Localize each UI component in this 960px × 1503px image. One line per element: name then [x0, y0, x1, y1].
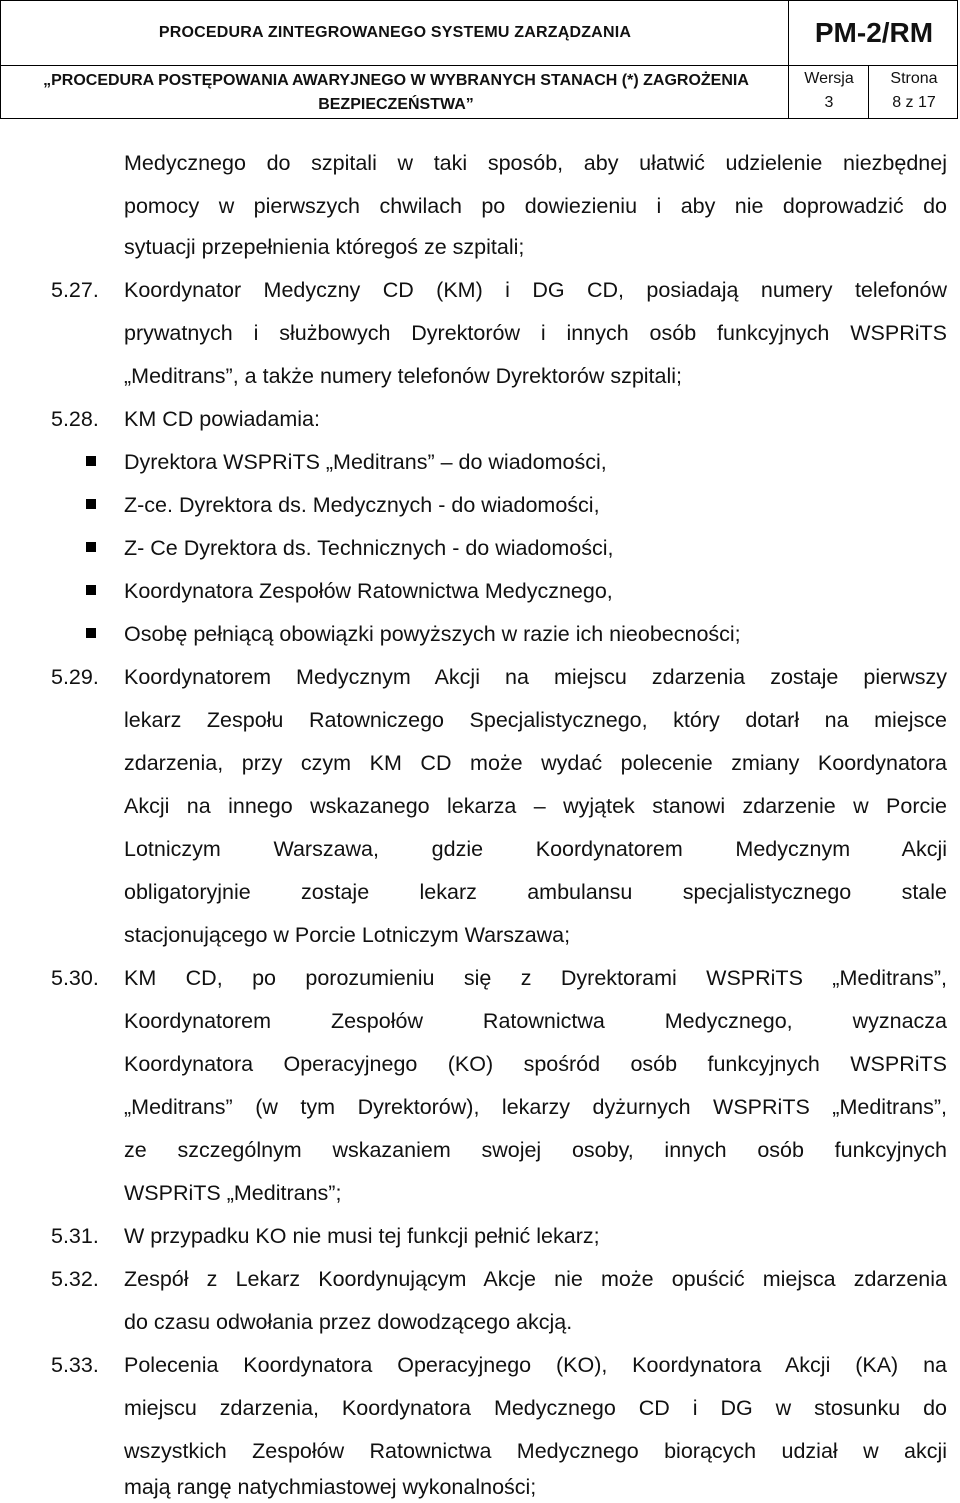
document-code: PM-2/RM — [814, 17, 934, 48]
document-header — [0, 0, 958, 119]
square-bullet-icon — [86, 499, 96, 509]
text-line: KM CD powiadamia: — [124, 407, 320, 431]
procedure-system-title: PROCEDURA ZINTEGROWANEGO SYSTEMU ZARZĄDZANIA — [158, 24, 632, 41]
version-cell — [789, 67, 869, 119]
page-number: 8 z 17 — [892, 94, 936, 111]
text-line: obligatoryjnie zostaje lekarz ambulansu specjalistycznego stale — [124, 880, 947, 904]
square-bullet-icon — [86, 628, 96, 638]
list-item: Osobę pełniącą obowiązki powyższych w razie ich nieobecności; — [124, 622, 741, 646]
paragraph-number: 5.31. — [51, 1224, 99, 1248]
procedure-subtitle-line1: „PROCEDURA POSTĘPOWANIA AWARYJNEGO W WYBRANYCH STANACH (*) ZAGROŻENIA — [43, 72, 749, 89]
list-item: Dyrektora WSPRiTS „Meditrans” – do wiadomości, — [124, 450, 607, 474]
square-bullet-icon — [86, 456, 96, 466]
text-line: miejscu zdarzenia, Koordynatora Medycznego CD i DG w stosunku do — [124, 1396, 947, 1420]
text-line: Polecenia Koordynatora Operacyjnego (KO), Koordynatora Akcji (KA) na — [124, 1353, 947, 1377]
paragraph-number: 5.29. — [51, 665, 99, 689]
text-line: Koordynatora Operacyjnego (KO) spośród osób funkcyjnych WSPRiTS — [124, 1052, 947, 1076]
text-line: Koordynatorem Medycznym Akcji na miejscu zdarzenia zostaje pierwszy — [124, 665, 947, 689]
text-line: WSPRiTS „Meditrans”; — [124, 1181, 342, 1205]
text-line: „Meditrans” (w tym Dyrektorów), lekarzy dyżurnych WSPRiTS „Meditrans”, — [124, 1095, 947, 1119]
text-line: W przypadku KO nie musi tej funkcji pełnić lekarz; — [124, 1224, 600, 1248]
list-item: Z- Ce Dyrektora ds. Technicznych - do wiadomości, — [124, 536, 614, 560]
text-line: zdarzenia, przy czym KM CD może wydać polecenie zmiany Koordynatora — [124, 751, 947, 775]
text-line: ze szczególnym wskazaniem swojej osoby, innych osób funkcyjnych — [124, 1138, 947, 1162]
page-label: Strona — [890, 70, 938, 87]
text-line: wszystkich Zespołów Ratownictwa Medycznego biorących udział w akcji — [124, 1439, 947, 1463]
text-line: KM CD, po porozumieniu się z Dyrektorami WSPRiTS „Meditrans”, — [124, 966, 947, 990]
square-bullet-icon — [86, 585, 96, 595]
text-line: lekarz Zespołu Ratowniczego Specjalistycznego, który dotarł na miejsce — [124, 708, 947, 732]
text-line: stacjonującego w Porcie Lotniczym Warszawa; — [124, 923, 571, 947]
list-item: Koordynatora Zespołów Ratownictwa Medycznego, — [124, 579, 613, 603]
paragraph-number: 5.30. — [51, 966, 99, 990]
text-line: mają rangę natychmiastowej wykonalności; — [124, 1475, 537, 1499]
text-line: Koordynator Medyczny CD (KM) i DG CD, posiadają numery telefonów — [124, 278, 947, 302]
text-line: prywatnych i służbowych Dyrektorów i innych osób funkcyjnych WSPRiTS — [124, 321, 947, 345]
procedure-subtitle-line2: BEZPIECZEŃSTWA” — [318, 96, 474, 113]
text-line: „Meditrans”, a także numery telefonów Dyrektorów szpitali; — [124, 364, 683, 388]
version-value: 3 — [824, 94, 834, 111]
text-line: Lotniczym Warszawa, gdzie Koordynatorem Medycznym Akcji — [124, 837, 947, 861]
square-bullet-icon — [86, 542, 96, 552]
paragraph-number: 5.27. — [51, 278, 99, 302]
header-divider — [1, 65, 957, 66]
text-line: sytuacji przepełnienia któregoś ze szpitali; — [124, 235, 525, 259]
text-line: do czasu odwołania przez dowodzącego akcją. — [124, 1310, 573, 1334]
paragraph-number: 5.33. — [51, 1353, 99, 1377]
paragraph-number: 5.32. — [51, 1267, 99, 1291]
text-line: Koordynatorem Zespołów Ratownictwa Medycznego, wyznacza — [124, 1009, 947, 1033]
text-line: Zespół z Lekarz Koordynującym Akcje nie może opuścić miejsca zdarzenia — [124, 1267, 947, 1291]
procedure-subtitle — [21, 67, 771, 119]
text-line: Medycznego do szpitali w taki sposób, aby ułatwić udzielenie niezbędnej — [124, 151, 947, 175]
list-item: Z-ce. Dyrektora ds. Medycznych - do wiadomości, — [124, 493, 600, 517]
text-line: pomocy w pierwszych chwilach po dowiezieniu i aby nie doprowadzić do — [124, 194, 947, 218]
page-cell — [869, 67, 959, 119]
paragraph-number: 5.28. — [51, 407, 99, 431]
version-label: Wersja — [804, 70, 854, 87]
text-line: Akcji na innego wskazanego lekarza – wyjątek stanowi zdarzenie w Porcie — [124, 794, 947, 818]
